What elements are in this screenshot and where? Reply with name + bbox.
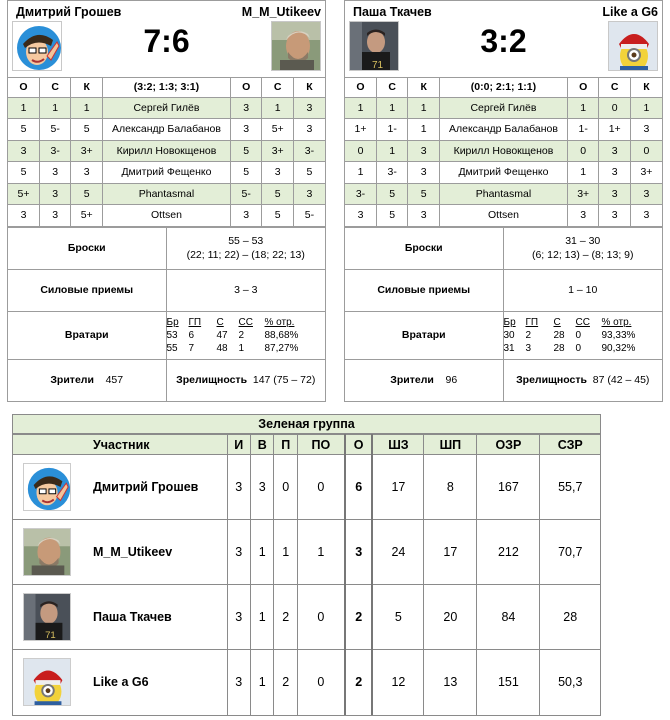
- left-rating-s: 1: [376, 140, 407, 162]
- standings-header-row: [13, 435, 600, 455]
- col-szr: СЗР: [540, 435, 600, 455]
- col-participant: Участник: [13, 435, 227, 455]
- left-rating-o: 5: [8, 119, 39, 141]
- left-rating-o: 1: [345, 162, 376, 184]
- header-o: О: [567, 78, 598, 97]
- player-rating-row: [8, 183, 325, 205]
- match-stats: [8, 227, 325, 402]
- losses: 1: [274, 520, 297, 585]
- avatar-cell: [13, 455, 81, 520]
- goalie-col-label: Бр: [503, 316, 516, 328]
- header-s: С: [599, 78, 630, 97]
- goalie-value: 0: [575, 342, 582, 354]
- right-rating-k: 5-: [293, 205, 325, 227]
- spectators-label: Зрители: [390, 374, 434, 387]
- player-name: Дмитрий Фещенко: [102, 162, 230, 184]
- goalie-value: 53: [166, 329, 178, 341]
- goals-for: 12: [372, 650, 423, 715]
- participant-name: Like a G6: [81, 650, 227, 715]
- col-points: О: [345, 435, 373, 455]
- right-rating-k: 3: [293, 97, 325, 119]
- minion-avatar-icon: [23, 658, 71, 706]
- col-games: И: [227, 435, 250, 455]
- goalie-header: [167, 316, 326, 329]
- shots-label: Броски: [8, 227, 166, 269]
- right-rating-k: 1: [630, 97, 662, 119]
- player-name: Сергей Гилёв: [439, 97, 567, 119]
- games-played: 3: [227, 520, 250, 585]
- right-rating-o: 5-: [230, 183, 261, 205]
- entertainment-label: Зрелищность: [516, 374, 587, 387]
- header-s: С: [39, 78, 70, 97]
- games-played: 3: [227, 455, 250, 520]
- left-rating-o: 0: [345, 140, 376, 162]
- ozr-value: 212: [477, 520, 540, 585]
- hits-label: Силовые приемы: [345, 269, 503, 311]
- goalie-value: 7: [188, 342, 195, 354]
- right-rating-s: 3: [599, 140, 630, 162]
- period-scores: (0:0; 2:1; 1:1): [439, 78, 567, 97]
- goalie-value: 6: [188, 329, 195, 341]
- player-name: Кирилл Новокщенов: [102, 140, 230, 162]
- goalie-value: 48: [216, 342, 228, 354]
- entertainment-value: 147 (75 – 72): [252, 374, 316, 387]
- right-rating-o: 1: [567, 162, 598, 184]
- left-rating-o: 1: [8, 97, 39, 119]
- left-rating-s: 1: [376, 97, 407, 119]
- right-rating-o: 3: [567, 205, 598, 227]
- left-rating-s: 3: [39, 162, 70, 184]
- match-stats: [345, 227, 662, 402]
- player-name: Сергей Гилёв: [102, 97, 230, 119]
- match-score: 7:6: [143, 23, 190, 59]
- spectators-value: 457: [105, 374, 124, 387]
- goals-for: 5: [372, 585, 423, 650]
- right-rating-s: 0: [599, 97, 630, 119]
- standings-row: [13, 520, 600, 585]
- right-rating-k: 3: [293, 183, 325, 205]
- goalie-col-label: % отр.: [264, 316, 295, 328]
- col-goals-for: ШЗ: [372, 435, 423, 455]
- left-rating-k: 1: [408, 119, 439, 141]
- hockey-player-avatar-icon: [23, 593, 71, 641]
- goalie-col-label: % отр.: [601, 316, 632, 328]
- goalie-value: 87,27%: [264, 342, 299, 354]
- cartoon-avatar-icon: [23, 463, 71, 511]
- ot-losses: 0: [297, 585, 344, 650]
- left-rating-o: 3-: [345, 183, 376, 205]
- goalie-header: [504, 316, 663, 329]
- left-rating-k: 5: [71, 119, 102, 141]
- right-rating-s: 3: [262, 162, 293, 184]
- hits-label: Силовые приемы: [8, 269, 166, 311]
- avatar-cell: [13, 520, 81, 585]
- col-losses: П: [274, 435, 297, 455]
- left-rating-k: 5: [71, 183, 102, 205]
- right-rating-o: 3: [230, 97, 261, 119]
- right-rating-o: 3: [230, 119, 261, 141]
- player-name: Phantasmal: [102, 183, 230, 205]
- right-rating-s: 5+: [262, 119, 293, 141]
- points: 2: [345, 585, 373, 650]
- goalie-value: 55: [166, 342, 178, 354]
- szr-value: 55,7: [540, 455, 600, 520]
- right-rating-s: 1: [262, 97, 293, 119]
- ratings-header-row: [345, 78, 662, 97]
- player-name: Ottsen: [439, 205, 567, 227]
- goalie-col-label: ГП: [525, 316, 539, 328]
- points: 6: [345, 455, 373, 520]
- points: 3: [345, 520, 373, 585]
- participant-name: Паша Ткачев: [81, 585, 227, 650]
- player-rating-row: [8, 205, 325, 227]
- player-name: Дмитрий Фещенко: [439, 162, 567, 184]
- goalie-value: 30: [503, 329, 515, 341]
- player-rating-row: [345, 140, 662, 162]
- losses: 2: [274, 650, 297, 715]
- standings-row: [13, 650, 600, 715]
- shots-by-period: (22; 11; 22) – (18; 22; 13): [186, 249, 305, 261]
- spectators: [345, 359, 503, 401]
- standings-row: [13, 585, 600, 650]
- right-rating-o: 5: [230, 162, 261, 184]
- header-k: К: [630, 78, 662, 97]
- player-rating-row: [345, 162, 662, 184]
- right-rating-o: 3: [230, 205, 261, 227]
- goalie-row: [504, 342, 663, 355]
- header-o: О: [345, 78, 376, 97]
- entertainment: [166, 359, 325, 401]
- right-rating-k: 5: [293, 162, 325, 184]
- goals-for: 24: [372, 520, 423, 585]
- left-rating-k: 5: [408, 183, 439, 205]
- player-rating-row: [8, 140, 325, 162]
- group-title: Зеленая группа: [13, 415, 600, 434]
- entertainment-value: 87 (42 – 45): [592, 374, 650, 387]
- player-rating-row: [8, 119, 325, 141]
- right-rating-o: 1-: [567, 119, 598, 141]
- ot-losses: 0: [297, 455, 344, 520]
- right-rating-o: 5: [230, 140, 261, 162]
- left-rating-k: 1: [71, 97, 102, 119]
- points: 2: [345, 650, 373, 715]
- goalie-value: 90,32%: [601, 342, 636, 354]
- goalie-value: 93,33%: [601, 329, 636, 341]
- col-wins: В: [250, 435, 274, 455]
- left-rating-k: 5+: [71, 205, 102, 227]
- wins: 1: [250, 650, 274, 715]
- ratings-header-row: [8, 78, 325, 97]
- left-rating-s: 3-: [39, 140, 70, 162]
- left-rating-k: 3: [408, 205, 439, 227]
- left-rating-s: 5: [376, 205, 407, 227]
- player-rating-row: [345, 205, 662, 227]
- shots-total: 55 – 53: [228, 235, 264, 247]
- ratings-table: [8, 78, 325, 227]
- goalies-label: Вратари: [8, 311, 166, 359]
- goalie-value: 2: [525, 329, 532, 341]
- avatar-cell: [13, 585, 81, 650]
- goalie-col-label: СС: [575, 316, 590, 328]
- hits-value: 3 – 3: [166, 269, 325, 311]
- goalie-value: 31: [503, 342, 515, 354]
- player-name: Phantasmal: [439, 183, 567, 205]
- spectators-label: Зрители: [50, 374, 94, 387]
- right-rating-o: 3+: [567, 183, 598, 205]
- right-rating-k: 3: [630, 119, 662, 141]
- right-rating-o: 1: [567, 97, 598, 119]
- left-player-name: Паша Ткачев: [353, 5, 432, 19]
- goalie-col-label: ГП: [188, 316, 202, 328]
- col-ot-losses: ПО: [297, 435, 344, 455]
- goalie-value: 88,68%: [264, 329, 299, 341]
- right-player-name: Like a G6: [602, 5, 658, 19]
- header-k: К: [408, 78, 439, 97]
- player-name: Ottsen: [102, 205, 230, 227]
- goalie-row: [504, 329, 663, 342]
- goals-against: 13: [424, 650, 477, 715]
- szr-value: 50,3: [540, 650, 600, 715]
- left-rating-k: 1: [408, 97, 439, 119]
- ot-losses: 1: [297, 520, 344, 585]
- games-played: 3: [227, 585, 250, 650]
- standings-row: [13, 455, 600, 520]
- entertainment: [503, 359, 662, 401]
- right-rating-k: 3+: [630, 162, 662, 184]
- goalie-stats: [503, 311, 662, 359]
- header-o: О: [230, 78, 261, 97]
- player-rating-row: [8, 97, 325, 119]
- losses: 0: [274, 455, 297, 520]
- left-rating-s: 5: [376, 183, 407, 205]
- goalies-label: Вратари: [345, 311, 503, 359]
- goalie-value: 28: [553, 342, 565, 354]
- right-rating-k: 3: [293, 119, 325, 141]
- goalie-col-label: С: [216, 316, 224, 328]
- left-rating-s: 3: [39, 183, 70, 205]
- standings-table: [13, 434, 600, 715]
- goalie-row: [167, 329, 326, 342]
- left-rating-k: 3: [408, 162, 439, 184]
- col-ozr: ОЗР: [477, 435, 540, 455]
- right-rating-k: 3: [630, 205, 662, 227]
- wins: 1: [250, 520, 274, 585]
- group-standings: [12, 414, 601, 716]
- goalie-value: 1: [238, 342, 245, 354]
- shots-label: Броски: [345, 227, 503, 269]
- right-rating-k: 3: [630, 183, 662, 205]
- header-s: С: [376, 78, 407, 97]
- left-rating-s: 3: [39, 205, 70, 227]
- participant-name: M_M_Utikeev: [81, 520, 227, 585]
- left-rating-o: 3: [345, 205, 376, 227]
- avatar-cell: [13, 650, 81, 715]
- right-rating-s: 1+: [599, 119, 630, 141]
- goalie-col-label: С: [553, 316, 561, 328]
- goalie-col-label: СС: [238, 316, 253, 328]
- goalie-value: 0: [575, 329, 582, 341]
- szr-value: 70,7: [540, 520, 600, 585]
- ozr-value: 84: [477, 585, 540, 650]
- left-rating-o: 3: [8, 140, 39, 162]
- photo-avatar-icon: [23, 528, 71, 576]
- right-rating-o: 0: [567, 140, 598, 162]
- entertainment-label: Зрелищность: [176, 374, 248, 387]
- games-played: 3: [227, 650, 250, 715]
- player-name: Кирилл Новокщенов: [439, 140, 567, 162]
- right-rating-s: 3: [599, 205, 630, 227]
- left-rating-s: 1: [39, 97, 70, 119]
- match-card-1: [7, 0, 326, 402]
- col-goals-against: ШП: [424, 435, 477, 455]
- player-name: Александр Балабанов: [102, 119, 230, 141]
- left-rating-s: 1-: [376, 119, 407, 141]
- participant-name: Дмитрий Грошев: [81, 455, 227, 520]
- spectators: [8, 359, 166, 401]
- left-rating-o: 3: [8, 205, 39, 227]
- left-rating-o: 5+: [8, 183, 39, 205]
- player-rating-row: [8, 162, 325, 184]
- player-rating-row: [345, 119, 662, 141]
- header-k: К: [293, 78, 325, 97]
- goalie-stats: [166, 311, 325, 359]
- match-header: [8, 1, 325, 78]
- hits-value: 1 – 10: [503, 269, 662, 311]
- wins: 3: [250, 455, 274, 520]
- left-rating-s: 3-: [376, 162, 407, 184]
- ot-losses: 0: [297, 650, 344, 715]
- left-player-name: Дмитрий Грошев: [16, 5, 122, 19]
- right-rating-s: 5: [262, 183, 293, 205]
- goalie-value: 47: [216, 329, 228, 341]
- left-rating-s: 5-: [39, 119, 70, 141]
- wins: 1: [250, 585, 274, 650]
- left-rating-o: 1: [345, 97, 376, 119]
- left-rating-k: 3+: [71, 140, 102, 162]
- goals-against: 17: [424, 520, 477, 585]
- right-rating-s: 3: [599, 162, 630, 184]
- szr-value: 28: [540, 585, 600, 650]
- shots-by-period: (6; 12; 13) – (8; 13; 9): [531, 249, 634, 261]
- header-k: К: [71, 78, 102, 97]
- goals-against: 20: [424, 585, 477, 650]
- right-rating-k: 0: [630, 140, 662, 162]
- right-rating-s: 5: [262, 205, 293, 227]
- period-scores: (3:2; 1:3; 3:1): [102, 78, 230, 97]
- match-card-2: [344, 0, 663, 402]
- left-rating-k: 3: [71, 162, 102, 184]
- header-o: О: [8, 78, 39, 97]
- ozr-value: 167: [477, 455, 540, 520]
- goals-for: 17: [372, 455, 423, 520]
- goals-against: 8: [424, 455, 477, 520]
- right-rating-s: 3+: [262, 140, 293, 162]
- player-name: Александр Балабанов: [439, 119, 567, 141]
- right-rating-k: 3-: [293, 140, 325, 162]
- ratings-table: [345, 78, 662, 227]
- losses: 2: [274, 585, 297, 650]
- goalie-value: 28: [553, 329, 565, 341]
- header-s: С: [262, 78, 293, 97]
- right-player-name: M_M_Utikeev: [241, 5, 321, 19]
- left-rating-k: 3: [408, 140, 439, 162]
- shots-total: 31 – 30: [565, 235, 601, 247]
- goalie-value: 3: [525, 342, 532, 354]
- ozr-value: 151: [477, 650, 540, 715]
- player-rating-row: [345, 97, 662, 119]
- goalie-col-label: Бр: [166, 316, 179, 328]
- right-rating-s: 3: [599, 183, 630, 205]
- goalie-value: 2: [238, 329, 245, 341]
- player-rating-row: [345, 183, 662, 205]
- goalie-row: [167, 342, 326, 355]
- spectators-value: 96: [445, 374, 458, 387]
- left-rating-o: 1+: [345, 119, 376, 141]
- match-score: 3:2: [480, 23, 527, 59]
- left-rating-o: 5: [8, 162, 39, 184]
- match-header: [345, 1, 662, 78]
